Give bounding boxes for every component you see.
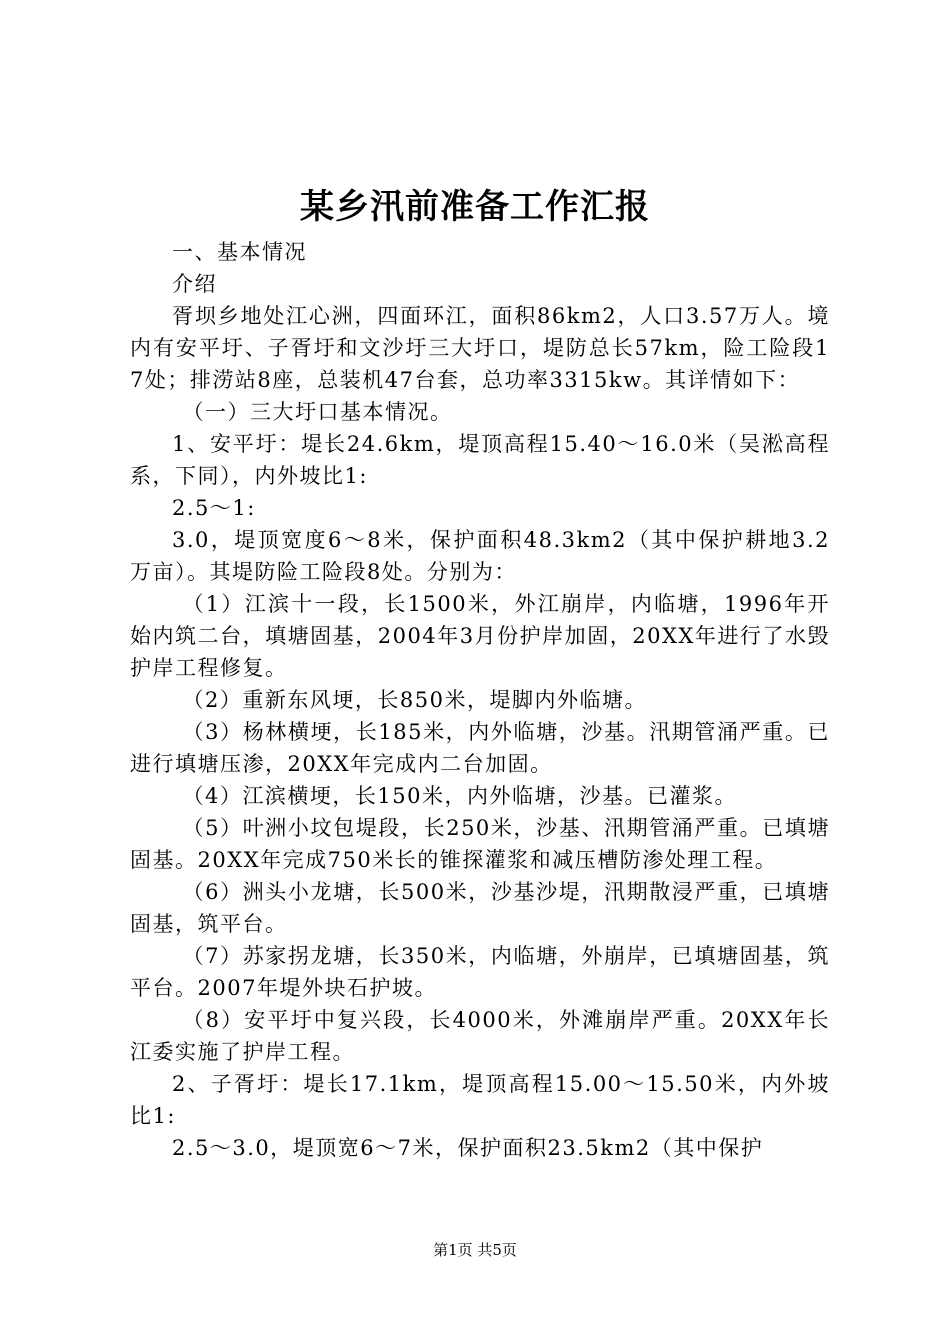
paragraph-zixu-polder: 2、子胥圩：堤长17.1km，堤顶高程15.00～15.50米，内外坡比1:	[130, 1072, 830, 1128]
list-item-hazard-1: （1）江滨十一段，长1500米，外江崩岸，内临塘，1996年开始内筑二台，填塘固基，2004年3月份护岸加固，20XX年进行了水毁护岸工程修复。	[130, 592, 830, 680]
list-item-hazard-7: （7）苏家拐龙塘，长350米，内临塘，外崩岸，已填塘固基，筑平台。2007年堤外块石护坡。	[130, 944, 830, 1000]
document-title: 某乡汛前准备工作汇报	[300, 187, 650, 227]
list-item-hazard-8: （8）安平圩中复兴段，长4000米，外滩崩岸严重。20XX年长江委实施了护岸工程。	[130, 1008, 830, 1064]
subsection-heading-polders: （一）三大圩口基本情况。	[182, 400, 453, 424]
page-number-footer: 第1页 共5页	[433, 1241, 517, 1259]
paragraph-intro-label: 介绍	[172, 272, 217, 296]
paragraph-zixu-details: 2.5～3.0，堤顶宽6～7米，保护面积23.5km2（其中保护	[172, 1136, 764, 1160]
document-body	[130, 236, 830, 1164]
paragraph-anping-polder: 1、安平圩：堤长24.6km，堤顶高程15.40～16.0米（吴淞高程系，下同），内外坡比1:	[130, 432, 830, 488]
list-item-hazard-3: （3）杨林横埂，长185米，内外临塘，沙基。汛期管涌严重。已进行填塘压渗，20XX年完成内二台加固。	[130, 720, 830, 776]
list-item-hazard-2: （2）重新东风埂，长850米，堤脚内外临塘。	[182, 688, 647, 712]
list-item-hazard-4: （4）江滨横埂，长150米，内外临塘，沙基。已灌浆。	[182, 784, 737, 808]
section-heading-basic-info: 一、基本情况	[172, 240, 307, 264]
list-item-hazard-6: （6）洲头小龙塘，长500米，沙基沙堤，汛期散浸严重，已填塘固基，筑平台。	[130, 880, 830, 936]
paragraph-slope-ratio: 2.5～1:	[172, 496, 256, 520]
paragraph-anping-details: 3.0，堤顶宽度6～8米，保护面积48.3km2（其中保护耕地3.2万亩）。其堤防险工险段8处。分别为：	[130, 528, 830, 584]
paragraph-overview: 胥坝乡地处江心洲，四面环江，面积86km2，人口3.57万人。境内有安平圩、子胥圩和文沙圩三大圩口，堤防总长57km，险工险段17处；排涝站8座，总装机47台套，总功率3315kw。其详情如下：	[130, 304, 830, 392]
list-item-hazard-5: （5）叶洲小坟包堤段，长250米，沙基、汛期管涌严重。已填塘固基。20XX年完成750米长的锥探灌浆和减压槽防渗处理工程。	[130, 816, 830, 872]
